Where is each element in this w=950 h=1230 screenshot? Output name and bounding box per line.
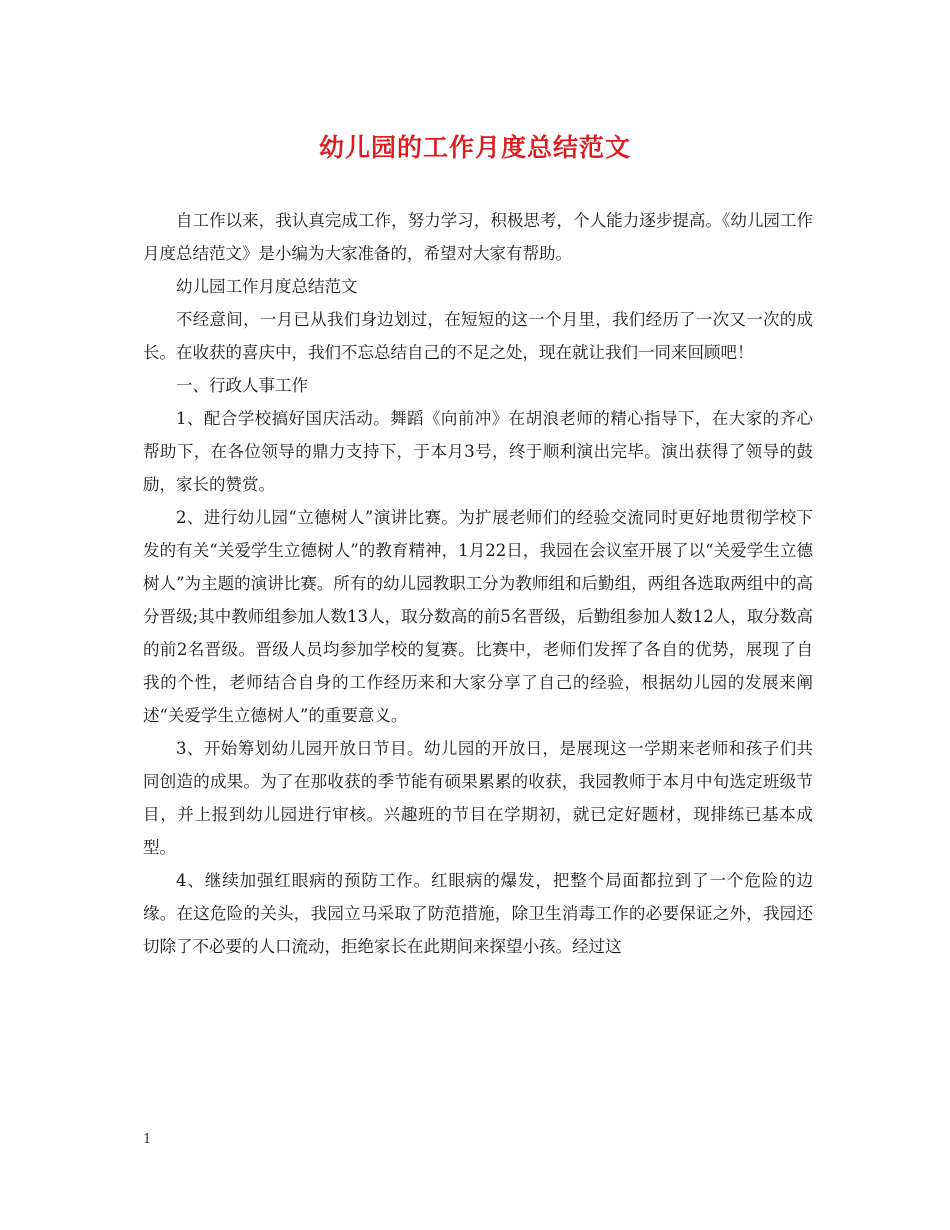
section-heading: 一、行政人事工作 xyxy=(176,376,308,395)
paragraph-opening: 不经意间，一月已从我们身边划过，在短短的这一个月里，我们经历了一次又一次的成长。在收获的喜庆中，我们不忘总结自己的不足之处，现在就让我们一同来回顾吧！ xyxy=(143,310,813,362)
paragraph-intro: 自工作以来，我认真完成工作，努力学习，积极思考，个人能力逐步提高。《幼儿园工作月度总结范文》是小编为大家准备的，希望对大家有帮助。 xyxy=(143,211,813,263)
paragraph-item-1: 1、配合学校搞好国庆活动。舞蹈《向前冲》在胡浪老师的精心指导下，在大家的齐心帮助下，在各位领导的鼎力支持下，于本月3号，终于顺利演出完毕。演出获得了领导的鼓励，家长的赞赏。 xyxy=(143,409,813,494)
page-number: 1 xyxy=(143,1132,152,1147)
paragraph-item-3: 3、开始筹划幼儿园开放日节目。幼儿园的开放日，是展现这一学期来老师和孩子们共同创造的成果。为了在那收获的季节能有硕果累累的收获，我园教师于本月中旬选定班级节目，并上报到幼儿园进行审核。兴趣班的节目在学期初，就已定好题材，现排练已基本成型。 xyxy=(143,739,813,857)
document-body xyxy=(143,204,813,963)
paragraph-subtitle: 幼儿园工作月度总结范文 xyxy=(176,277,358,296)
paragraph-item-4: 4、继续加强红眼病的预防工作。红眼病的爆发，把整个局面都拉到了一个危险的边缘。在这危险的关头，我园立马采取了防范措施，除卫生消毒工作的必要保证之外，我园还切除了不必要的人口流动，拒绝家长在此期间来探望小孩。经过这 xyxy=(143,871,813,956)
paragraph-item-2: 2、进行幼儿园“立德树人”演讲比赛。为扩展老师们的经验交流同时更好地贯彻学校下发的有关“关爱学生立德树人”的教育精神，1月22日，我园在会议室开展了以“关爱学生立德树人”为主题的演讲比赛。所有的幼儿园教职工分为教师组和后勤组，两组各选取两组中的高分晋级;其中教师组参加人数13人，取分数高的前5名晋级，后勤组参加人数12人，取分数高的前2名晋级。晋级人员均参加学校的复赛。比赛中，老师们发挥了各自的优势，展现了自我的个性，老师结合自身的工作经历来和大家分享了自己的经验，根据幼儿园的发展来阐述“关爱学生立德树人”的重要意义。 xyxy=(143,508,813,725)
document-title: 幼儿园的工作月度总结范文 xyxy=(318,133,631,162)
